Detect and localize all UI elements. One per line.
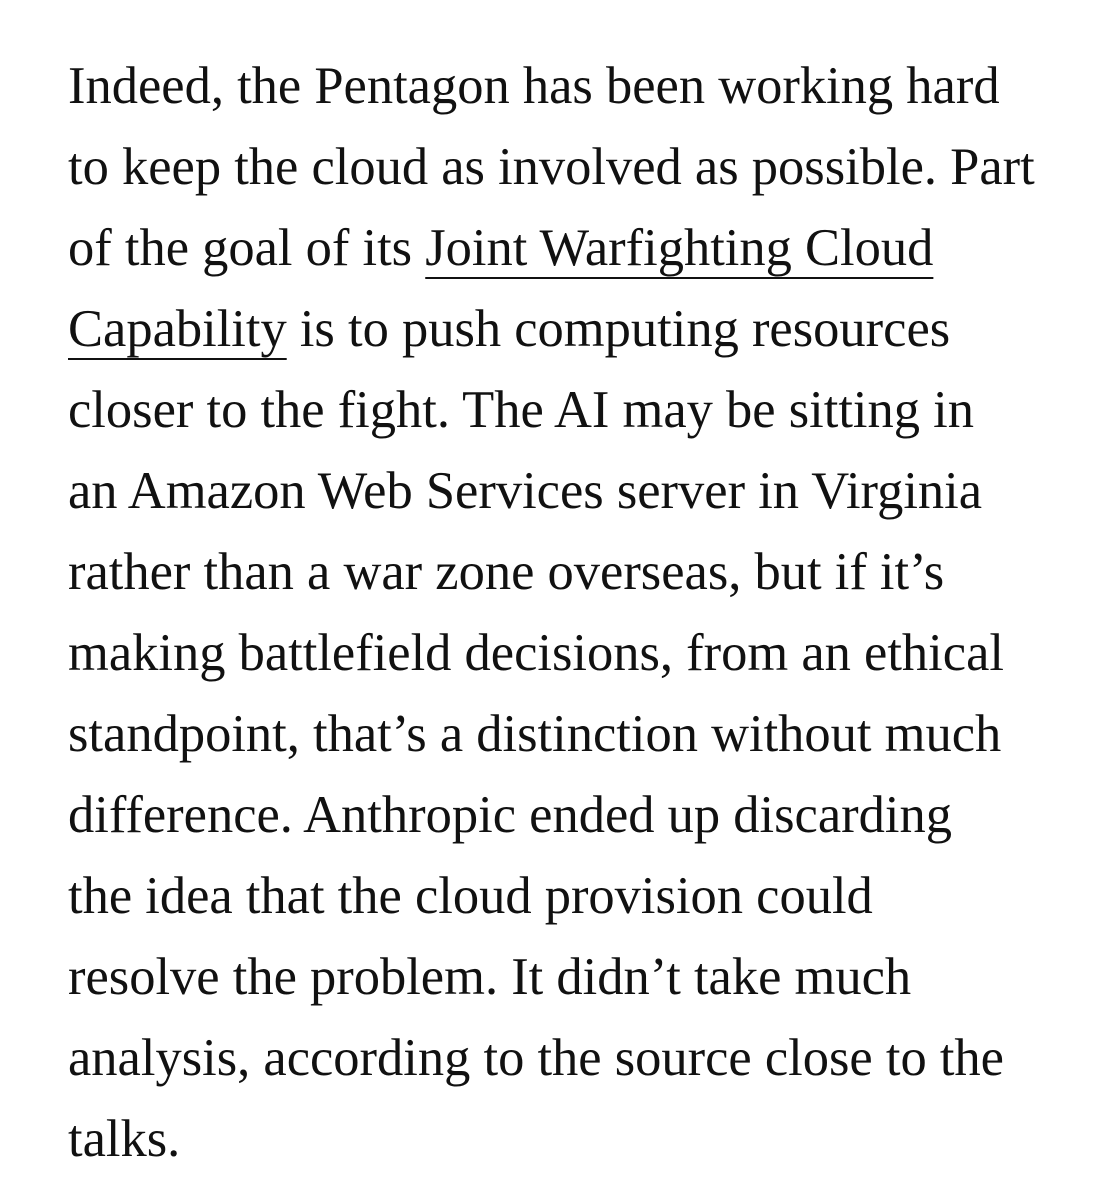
- paragraph-line: to keep the cloud as involved as possible. Part: [68, 138, 1035, 196]
- paragraph-text: is to push computing resources: [286, 300, 951, 358]
- paragraph-line: the idea that the cloud provision could: [68, 867, 873, 925]
- jwcc-link-continued[interactable]: Capability: [68, 300, 287, 358]
- paragraph-line: [68, 289, 1078, 370]
- paragraph-line: analysis, according to the source close to the: [68, 1029, 1004, 1087]
- paragraph-line: rather than a war zone overseas, but if it’s: [68, 543, 945, 601]
- jwcc-link[interactable]: Joint Warfighting Cloud: [425, 219, 934, 277]
- paragraph-line: standpoint, that’s a distinction without much: [68, 705, 1002, 763]
- paragraph-line: resolve the problem. It didn’t take much: [68, 948, 912, 1006]
- paragraph-line: [68, 208, 1078, 289]
- paragraph-line: Indeed, the Pentagon has been working hard: [68, 57, 1000, 115]
- paragraph-text: of the goal of its: [68, 219, 426, 277]
- paragraph-line: making battlefield decisions, from an ethical: [68, 624, 1004, 682]
- paragraph-line: an Amazon Web Services server in Virginia: [68, 462, 983, 520]
- paragraph-line: talks.: [68, 1110, 181, 1168]
- paragraph-line: closer to the fight. The AI may be sitting in: [68, 381, 974, 439]
- paragraph-line: difference. Anthropic ended up discarding: [68, 786, 952, 844]
- article-paragraph: [68, 46, 1078, 1180]
